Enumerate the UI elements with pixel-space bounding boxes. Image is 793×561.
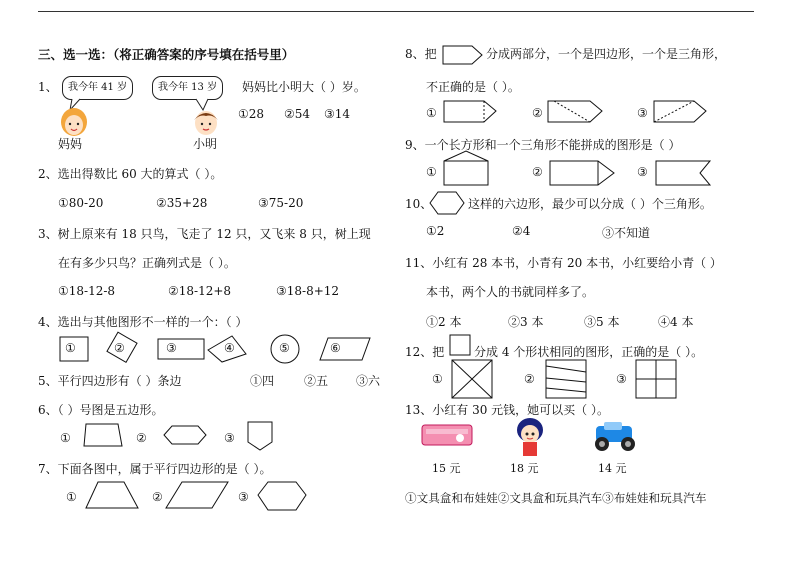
q1-stem: 妈妈比小明大（ ）岁。	[242, 80, 366, 94]
q4-label-4: ④	[224, 341, 235, 355]
q8-options	[444, 99, 774, 125]
q2-stem: 2、选出得数比 60 大的算式（ ）。	[38, 167, 223, 181]
q3-line1: 3、树上原来有 18 只鸟，飞走了 12 只，又飞来 8 只，树上现	[38, 227, 371, 241]
q10-post: 这样的六边形，最少可以分成（ ）个三角形。	[468, 197, 712, 211]
pencil-box-icon	[420, 421, 474, 449]
q4-label-2: ②	[114, 341, 125, 355]
q6-label-1: ①	[60, 431, 71, 445]
q1-label-ming: 小明	[193, 137, 218, 151]
q1-bubble-ming: 我今年 13 岁	[152, 76, 223, 100]
q4-label-6: ⑥	[330, 341, 341, 355]
q1-opt3: ③14	[324, 107, 351, 121]
q3-opt3: ③18-8+12	[276, 284, 340, 298]
q8-label-2: ②	[532, 106, 543, 120]
q10-opt3: ③不知道	[602, 226, 651, 240]
q11-line2: 本书，两个人的书就同样多了。	[426, 285, 595, 299]
q8-label-3: ③	[637, 106, 648, 120]
q1-bubble-mom: 我今年 41 岁	[62, 76, 133, 100]
q12-pre: 12、把	[405, 345, 445, 359]
q7-stem: 7、下面各图中，属于平行四边形的是（ ）。	[38, 462, 272, 476]
q9-label-3: ③	[637, 165, 648, 179]
q2-opt1: ①80-20	[58, 196, 104, 210]
q5-stem: 5、平行四边形有（ ）条边	[38, 374, 182, 388]
q3-opt1: ①18-12-8	[58, 284, 116, 298]
q1-number: 1、	[38, 80, 58, 94]
q3-opt2: ②18-12+8	[168, 284, 232, 298]
q10-opt2: ②4	[512, 224, 531, 238]
q11-opt2: ②3 本	[508, 315, 544, 329]
q10-pre: 10、	[405, 197, 433, 211]
q4-label-3: ③	[166, 341, 177, 355]
q13-price-3: 14 元	[598, 462, 627, 475]
q12-label-3: ③	[616, 372, 627, 386]
q5-opt1: ①四	[250, 374, 275, 388]
q12-label-2: ②	[524, 372, 535, 386]
q8-shape	[442, 44, 484, 66]
q1-opt1: ①28	[238, 107, 265, 121]
q4-label-1: ①	[65, 341, 76, 355]
q12-label-1: ①	[432, 372, 443, 386]
q1-opt2: ②54	[284, 107, 311, 121]
q8-line2: 不正确的是（ ）。	[426, 80, 520, 94]
q13-price-2: 18 元	[510, 462, 539, 475]
q4-shapes	[56, 334, 376, 366]
q11-opt3: ③5 本	[584, 315, 620, 329]
q7-label-2: ②	[152, 490, 163, 504]
q9-label-1: ①	[426, 165, 437, 179]
q8-label-1: ①	[426, 106, 437, 120]
q5-opt2: ②五	[304, 374, 329, 388]
q7-label-3: ③	[238, 490, 249, 504]
q4-stem: 4、选出与其他图形不一样的一个：（ ）	[38, 315, 248, 329]
q12-square	[449, 334, 473, 358]
section-title: 三、选一选：（将正确答案的序号填在括号里）	[38, 47, 295, 62]
q6-stem: 6、（ ）号图是五边形。	[38, 403, 164, 417]
q6-label-3: ③	[224, 431, 235, 445]
q13-stem: 13、小红有 30 元钱，她可以买（ ）。	[405, 403, 609, 417]
q10-hexagon	[428, 190, 468, 218]
q9-options	[444, 151, 744, 187]
q12-post: 分成 4 个形状相同的图形，正确的是（ ）。	[474, 345, 704, 359]
q2-opt2: ②35+28	[156, 196, 208, 210]
q8-post: 分成两部分，一个是四边形，一个是三角形，	[486, 47, 727, 61]
doll-icon	[512, 416, 548, 460]
q11-line1: 11、小红有 28 本书，小青有 20 本书，小红要给小青（ ）	[405, 256, 722, 270]
q5-opt3: ③六	[356, 374, 381, 388]
q13-answer: ①文具盒和布娃娃②文具盒和玩具汽车③布娃娃和玩具汽车	[405, 491, 707, 505]
toy-car-icon	[590, 418, 640, 454]
q13-price-1: 15 元	[432, 462, 461, 475]
q6-shapes	[84, 420, 304, 452]
q4-label-5: ⑤	[279, 341, 290, 355]
q7-label-1: ①	[66, 490, 77, 504]
q11-opt1: ①2 本	[426, 315, 462, 329]
q12-options	[452, 358, 702, 400]
q11-opt4: ④4 本	[658, 315, 694, 329]
q1-label-mom: 妈妈	[58, 137, 83, 151]
q9-stem: 9、一个长方形和一个三角形不能拼成的图形是（ ）	[405, 138, 681, 152]
q7-shapes	[84, 480, 324, 514]
q3-line2: 在有多少只鸟？正确列式是（ ）。	[58, 256, 236, 270]
q8-pre: 8、把	[405, 47, 437, 61]
q10-opt1: ①2	[426, 224, 445, 238]
q9-label-2: ②	[532, 165, 543, 179]
q2-opt3: ③75-20	[258, 196, 304, 210]
q6-label-2: ②	[136, 431, 147, 445]
